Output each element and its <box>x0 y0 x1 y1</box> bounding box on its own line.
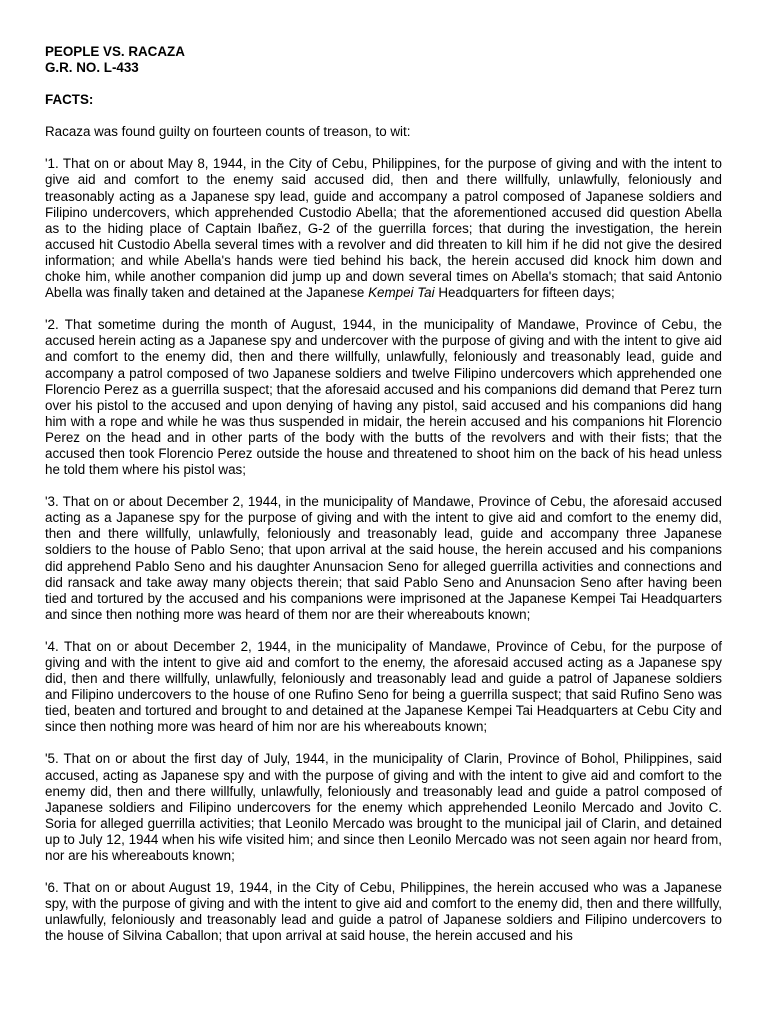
count-3-text: '3. That on or about December 2, 1944, in the municipality of Mandawe, Province of Cebu, the aforesaid accused acting as a Japanese spy for the purpose of giving and with the intent to give aid and comfort to the enemy did, then and there willfully, unlawfully, feloniously and treasonably lead, guide and accompany three Japanese soldiers to the house of Pablo Seno; that upon arrival at the said house, the herein accused and his companions did apprehend Pablo Seno and his daughter Anunsacion Seno for alleged guerrilla activities and connections and did ransack and take away many objects therein; that said Pablo Seno and Anunsacion Seno after having been tied and tortured by the accused and his companions were imprisoned at the Japanese Kempei Tai Headquarters and since then nothing more was heard of them nor are their whereabouts known; <box>45 494 722 622</box>
case-title: PEOPLE VS. RACAZA <box>45 44 185 59</box>
count-paragraph-4 <box>45 639 722 736</box>
facts-heading: FACTS: <box>45 92 94 108</box>
intro-paragraph: Racaza was found guilty on fourteen counts of treason, to wit: <box>45 124 411 140</box>
count-paragraph-6 <box>45 880 722 944</box>
count-paragraph-3 <box>45 494 722 623</box>
count-1-text: '1. That on or about May 8, 1944, in the City of Cebu, Philippines, for the purpose of giving and with the intent to give aid and comfort to the enemy said accused did, then and there willfully, unlawfully, feloniously and treasonably acting as a Japanese spy lead, guide and accompany a patrol composed of Japanese soldiers and Filipino undercovers, which apprehended Custodio Abella; that the aforementioned accused did question Abella as to the hiding place of Captain Ibañez, G-2 of the guerrilla forces; that during the investigation, the herein accused hit Custodio Abella several times with a revolver and did threaten to kill him if he did not give the desired information; and while Abella's hands were tied behind his back, the herein accused did knock him down and choke him, while another companion did jump up and down several times on Abella's stomach; that said Antonio Abella was finally taken and detained at the Japanese <box>45 156 722 301</box>
count-1-text-end: Headquarters for fifteen days; <box>434 285 615 301</box>
count-4-text: '4. That on or about December 2, 1944, in the municipality of Mandawe, Province of Cebu, for the purpose of giving and with the intent to give aid and comfort to the enemy, the aforesaid accused acting as a Japanese spy did, then and there willfully, unlawfully, feloniously and treasonably lead and guide a patrol of Japanese soldiers and Filipino undercovers to the house of one Rufino Seno for being a guerrilla suspect; that said Rufino Seno was tied, beaten and tortured and brought to and detained at the Japanese Kempei Tai Headquarters at Cebu City and since then nothing more was heard of him nor are his whereabouts known; <box>45 638 722 735</box>
count-2-text: '2. That sometime during the month of August, 1944, in the municipality of Mandawe, Province of Cebu, the accused herein acting as a Japanese spy and undercover with the purpose of giving and with the intent to give aid and comfort to the enemy did, then and there willfully, unlawfully, feloniously and treasonably lead, guide and accompany a patrol composed of two Japanese soldiers and twelve Filipino undercovers which apprehended one Florencio Perez as a guerrilla suspect; that the aforesaid accused and his companions did demand that Perez turn over his pistol to the accused and upon denying of having any pistol, said accused and his companions did hang him with a rope and while he was thus suspended in midair, the herein accused and his companions hit Florencio Perez on the head and in other parts of the body with the butts of the revolvers and with their fists; that the accused then took Florencio Perez outside the house and threatened to shoot him on the back of his head unless he told them where his pistol was; <box>45 317 722 478</box>
count-paragraph-5 <box>45 751 722 864</box>
count-paragraph-2 <box>45 317 722 478</box>
document-page <box>45 44 722 945</box>
case-number: G.R. NO. L-433 <box>45 60 139 76</box>
count-5-text: '5. That on or about the first day of July, 1944, in the municipality of Clarin, Province of Bohol, Philippines, said accused, acting as Japanese spy and with the purpose of giving and with the intent to give aid and comfort to the enemy did, then and there willfully, unlawfully, feloniously and treasonably lead and guide a patrol composed of Japanese soldiers and Filipino undercovers for the enemy which apprehended Leonilo Mercado and Jovito C. Soria for alleged guerrilla activities; that Leonilo Mercado was brought to the municipal jail of Clarin, and detained up to July 12, 1944 when his wife visited him; and since then Leonilo Mercado was not seen again nor heard from, nor are his whereabouts known; <box>45 751 722 864</box>
count-1-italic-term: Kempei Tai <box>368 285 435 301</box>
count-6-text: '6. That on or about August 19, 1944, in the City of Cebu, Philippines, the herein accused who was a Japanese spy, with the purpose of giving and with the intent to give aid and comfort to the enemy did, then and there willfully, unlawfully, feloniously and treasonably lead and guide a patrol of Japanese soldiers and Filipino undercovers to the house of Silvina Caballon; that upon arrival at said house, the herein accused and his <box>45 880 722 944</box>
count-paragraph-1 <box>45 156 722 301</box>
